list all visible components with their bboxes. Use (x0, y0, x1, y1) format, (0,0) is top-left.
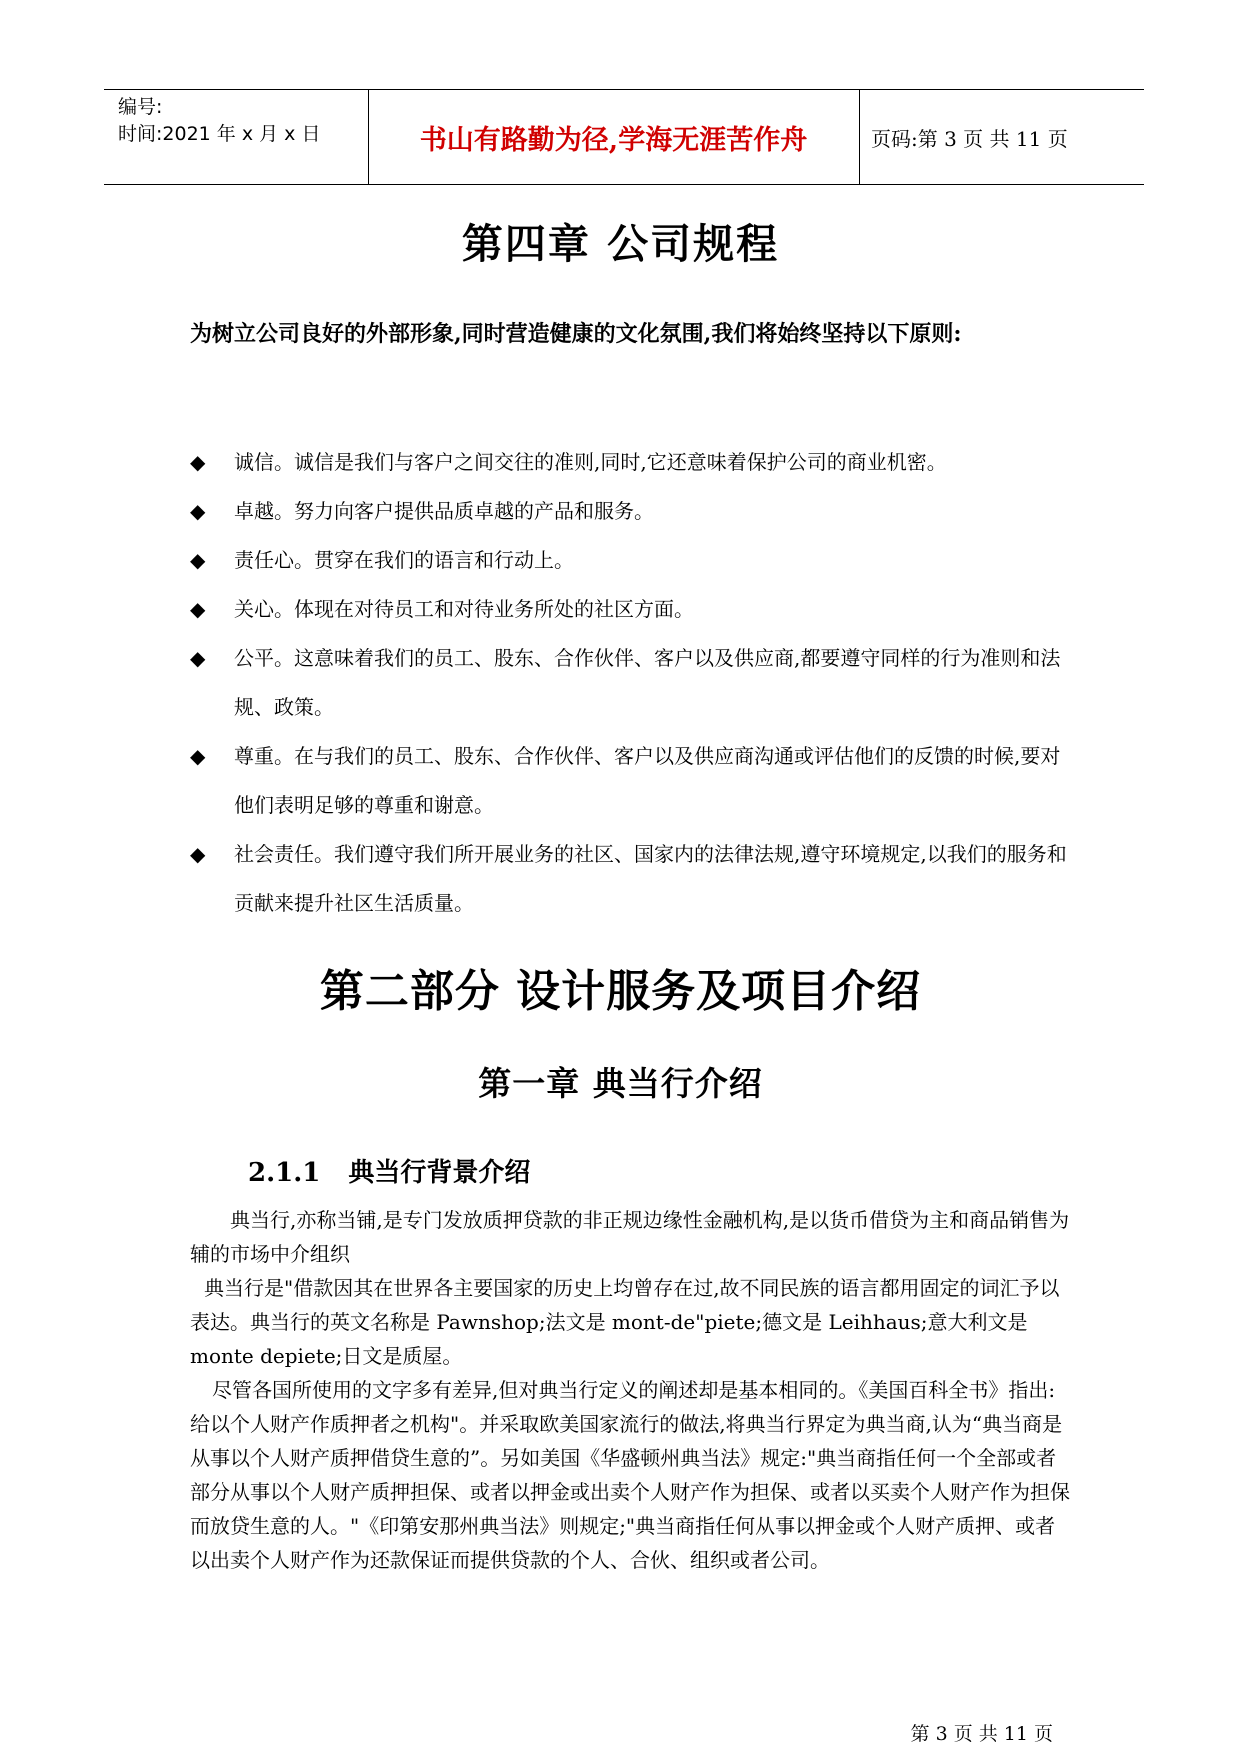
diamond-bullet-icon: ◆ (190, 499, 206, 523)
header-meta (118, 94, 320, 148)
section-title: 典当行背景介绍 (348, 1158, 531, 1188)
page-header (104, 89, 1144, 185)
body-paragraph: 典当行是"借款因其在世界各主要国家的历史上均曾存在过,故不同民族的语言都用固定的词汇予以表达。典当行的英文名称是 Pawnshop;法文是 mont-de"piete;德文是 Leihhaus;意大利文是 monte depiete;日文是质屋。 (190, 1276, 1060, 1368)
diamond-bullet-icon: ◆ (190, 548, 206, 572)
body-paragraph: 尽管各国所使用的文字多有差异,但对典当行定义的阐述却是基本相同的。《美国百科全书》指出:给以个人财产作质押者之机构"。并采取欧美国家流行的做法,将典当行界定为典当商,认为“典当商是从事以个人财产质押借贷生意的”。另如美国《华盛顿州典当法》规定:"典当商指任何一个全部或者部分从事以个人财产质押担保、或者以押金或出卖个人财产作为担保、或者以买卖个人财产作为担保而放贷生意的人。"《印第安那州典当法》则规定;"典当商指任何从事以押金或个人财产质押、或者以出卖个人财产作为还款保证而提供贷款的个人、合伙、组织或者公司。 (190, 1378, 1070, 1572)
serial-label: 编号: (118, 96, 163, 118)
header-divider (859, 90, 860, 184)
principles-list (190, 438, 1070, 928)
list-item: ◆ 诚信。诚信是我们与客户之间交往的准则,同时,它还意味着保护公司的商业机密。 (190, 438, 1070, 487)
list-item: ◆ 责任心。贯穿在我们的语言和行动上。 (190, 536, 1070, 585)
body-paragraph: 典当行,亦称当铺,是专门发放质押贷款的非正规边缘性金融机构,是以货币借贷为主和商品销售为辅的市场中介组织 (190, 1208, 1070, 1266)
intro-paragraph: 为树立公司良好的外部形象,同时营造健康的文化氛围,我们将始终坚持以下原则: (190, 321, 962, 347)
time-label: 时间:2021 年 x 月 x 日 (118, 123, 321, 145)
list-item: ◆ 卓越。努力向客户提供品质卓越的产品和服务。 (190, 487, 1070, 536)
diamond-bullet-icon: ◆ (190, 842, 206, 866)
section-number: 2.1.1 (248, 1158, 321, 1188)
chapter-title: 第一章 典当行介绍 (478, 1064, 763, 1103)
list-item: ◆ 尊重。在与我们的员工、股东、合作伙伴、客户以及供应商沟通或评估他们的反馈的时候,要对他们表明足够的尊重和谢意。 (190, 732, 1070, 830)
diamond-bullet-icon: ◆ (190, 450, 206, 474)
header-page-number: 页码:第 3 页 共 11 页 (871, 126, 1068, 151)
diamond-bullet-icon: ◆ (190, 646, 206, 670)
section-body (190, 1203, 1070, 1577)
page-footer: 第 3 页 共 11 页 (910, 1723, 1053, 1745)
section-heading (248, 1152, 530, 1189)
list-item: ◆ 关心。体现在对待员工和对待业务所处的社区方面。 (190, 585, 1070, 634)
header-motto: 书山有路勤为径,学海无涯苦作舟 (419, 124, 808, 156)
list-item: ◆ 公平。这意味着我们的员工、股东、合作伙伴、客户以及供应商,都要遵守同样的行为准则和法规、政策。 (190, 634, 1070, 732)
part-title: 第二部分 设计服务及项目介绍 (319, 966, 922, 1017)
diamond-bullet-icon: ◆ (190, 597, 206, 621)
chapter-title: 第四章 公司规程 (461, 220, 780, 268)
list-item: ◆ 社会责任。我们遵守我们所开展业务的社区、国家内的法律法规,遵守环境规定,以我们的服务和贡献来提升社区生活质量。 (190, 830, 1070, 928)
diamond-bullet-icon: ◆ (190, 744, 206, 768)
